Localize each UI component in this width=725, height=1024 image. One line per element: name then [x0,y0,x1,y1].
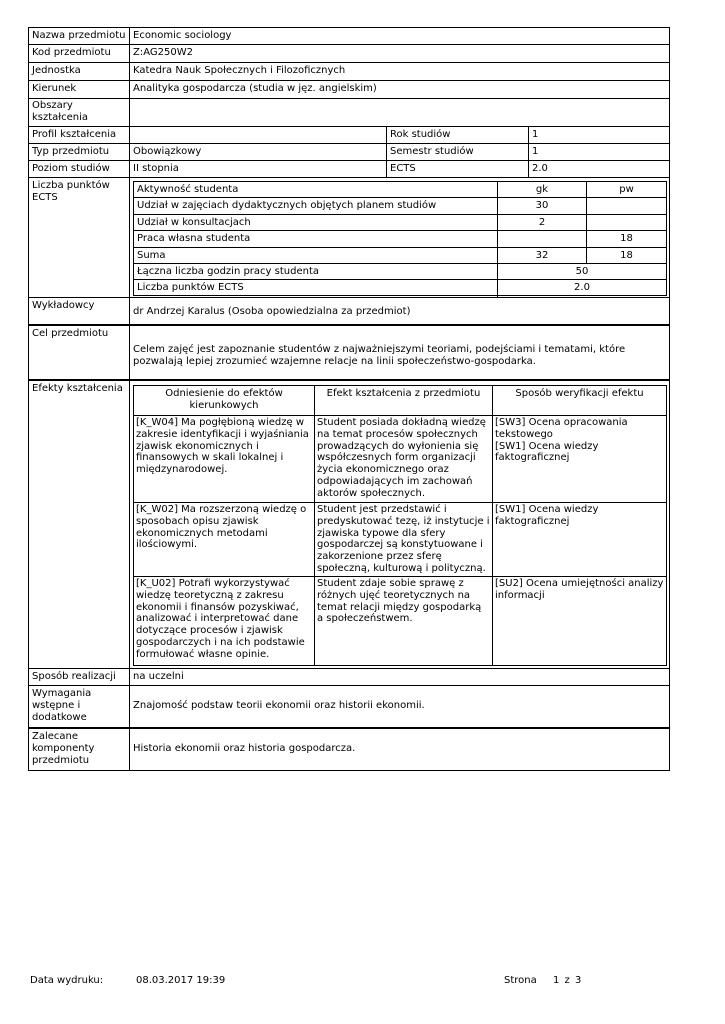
value-sposob: na uczelni [133,671,184,682]
row-zalecane [28,728,670,771]
row-poziom [28,160,670,178]
efekty-row [134,503,666,577]
efekty-effect: Student posiada dokładną wiedzę na temat procesów społecznych prowadzących do wyłonienia się współczesnych form organizacji życia ekonomicznego oraz odpowiadających im zachowań aktorów społecznych. [314,416,492,502]
label-rok: Rok studiów [387,127,529,143]
value-semestr: 1 [532,146,539,157]
value-cel: Celem zajęć jest zapoznanie studentów z najważniejszymi teoriami, podejściami i tematami, które pozwalają lepiej zrozumieć wzajemne relacje na linii społeczeństwo-gospodarka. [133,344,626,367]
efekty-row [134,416,666,503]
efekty-row [134,577,666,665]
efekty-verify: [SU2] Ocena umiejętności analizy informacji [492,577,666,665]
efekty-header-effect: Efekt kształcenia z przedmiotu [314,386,492,415]
label-wykladowcy: Wykładowcy [29,298,130,324]
efekty-ref: [K_W02] Ma rozszerzoną wiedzę o sposobach opisu zjawisk ekonomicznych metodami ilościowymi. [136,504,307,551]
ects-row [134,231,666,247]
ects-activity: Praca własna studenta [137,233,251,245]
ects-pw: 18 [586,231,666,246]
value-wykladowcy: dr Andrzej Karalus (Osoba opowiedzialna za przedmiot) [133,306,411,317]
row-wykladowcy [28,297,670,325]
row-profil [28,126,670,144]
label-jednostka: Jednostka [29,63,130,80]
label-cel: Cel przedmiotu [29,326,130,379]
efekty-header-ref: Odniesienie do efektów kierunkowych [165,388,283,411]
ects-total-hours-value: 50 [497,264,666,279]
ects-activity: Udział w zajęciach dydaktycznych objętych planem studiów [137,200,437,212]
label-zalecane: Zalecane komponenty przedmiotu [29,729,130,770]
ects-total-points-row [134,280,666,296]
ects-gk: 30 [497,198,586,213]
ects-activity: Suma [137,249,166,261]
efekty-header-verify: Sposób weryfikacji efektu [492,386,666,415]
row-jednostka [28,63,670,81]
efekty-effect: Student zdaje sobie sprawę z różnych ujęć teoretycznych na temat relacji między gospodarką a społeczeństwem. [314,577,492,665]
row-cel [28,325,670,380]
ects-total-points-label: Liczba punktów ECTS [137,282,244,294]
efekty-verify: [SW1] Ocena wiedzy faktograficznej [492,503,666,576]
ects-gk [497,231,586,246]
ects-total-points-value: 2.0 [497,280,666,296]
ects-row [134,248,666,264]
ects-header-gk: gk [497,182,586,197]
label-nazwa: Nazwa przedmiotu [29,28,130,44]
label-kierunek: Kierunek [29,81,130,98]
efekty-header-row [134,386,666,416]
label-obszary: Obszary kształcenia [29,99,130,126]
ects-header-row [134,182,666,198]
row-wymagania [28,685,670,728]
label-liczba-ects: Liczba punktów ECTS [29,178,130,297]
label-poziom: Poziom studiów [29,161,130,177]
row-ects-table [28,177,670,298]
ects-row [134,198,666,214]
row-sposob [28,668,670,686]
value-jednostka: Katedra Nauk Społecznych i Filozoficznych [133,65,346,76]
value-wymagania: Znajomość podstaw teorii ekonomii oraz historii ekonomii. [133,700,425,711]
ects-pw: 18 [586,248,666,263]
ects-pw [586,215,666,230]
ects-row [134,215,666,231]
efekty-ref: [K_U02] Potrafi wykorzystywać wiedzę teoretyczną z zakresu ekonomii i finansów pozyskiwać, analizować i interpretować dane dotyczące procesów i zjawisk gospodarczych i na ich podstawie formułować własne opinie. [136,578,305,660]
ects-header-pw: pw [586,182,666,197]
label-kod: Kod przedmiotu [29,45,130,62]
label-ects: ECTS [387,161,529,177]
label-profil: Profil kształcenia [29,127,130,143]
value-poziom: II stopnia [130,161,387,177]
ects-gk: 32 [497,248,586,263]
ects-total-hours-label: Łączna liczba godzin pracy studenta [137,266,319,277]
value-ects: 2.0 [532,163,548,174]
label-efekty: Efekty kształcenia [29,381,130,668]
efekty-effect: Student jest przedstawić i predyskutować tezę, iż instytucje i zjawiska typowe dla sfery gospodarczej są konstytuowane i zakorzenione przez sferę społeczną, kulturową i polityczną. [314,503,492,576]
value-obszary [130,99,669,126]
label-sposob: Sposób realizacji [29,669,130,685]
footer-page-value: 1 z 3 [553,975,582,986]
row-obszary [28,98,670,127]
label-typ: Typ przedmiotu [29,144,130,160]
ects-header-activity: Aktywność studenta [137,184,239,195]
value-nazwa: Economic sociology [133,30,232,41]
row-kod [28,45,670,63]
value-typ: Obowiązkowy [130,144,387,160]
footer-print-label: Data wydruku: [30,975,104,986]
ects-gk: 2 [497,215,586,230]
ects-pw [586,198,666,213]
value-zalecane: Historia ekonomii oraz historia gospodarcza. [133,743,356,754]
row-kierunek [28,80,670,99]
value-profil [130,127,387,143]
row-nazwa [28,27,670,45]
label-semestr: Semestr studiów [387,144,529,160]
efekty-verify: [SW3] Ocena opracowania tekstowego [SW1] Ocena wiedzy faktograficznej [492,416,666,502]
efekty-ref: [K_W04] Ma pogłębioną wiedzę w zakresie identyfikacji i wyjaśniania zjawisk ekonomicznych i finansowych w skali lokalnej i międzynarodowej. [136,417,309,476]
footer-page-label: Strona [504,975,537,986]
value-kod: Z:AG250W2 [133,47,193,58]
row-typ [28,143,670,161]
ects-total-hours-row [134,264,666,280]
ects-table [133,181,667,296]
footer-print-date: 08.03.2017 19:39 [136,975,226,986]
value-rok: 1 [532,129,539,140]
efekty-table [133,385,667,666]
value-kierunek: Analityka gospodarcza (studia w jęz. angielskim) [133,83,377,94]
ects-activity: Udział w konsultacjach [137,216,251,228]
row-efekty [28,380,670,669]
label-wymagania: Wymagania wstępne i dodatkowe [29,686,130,727]
